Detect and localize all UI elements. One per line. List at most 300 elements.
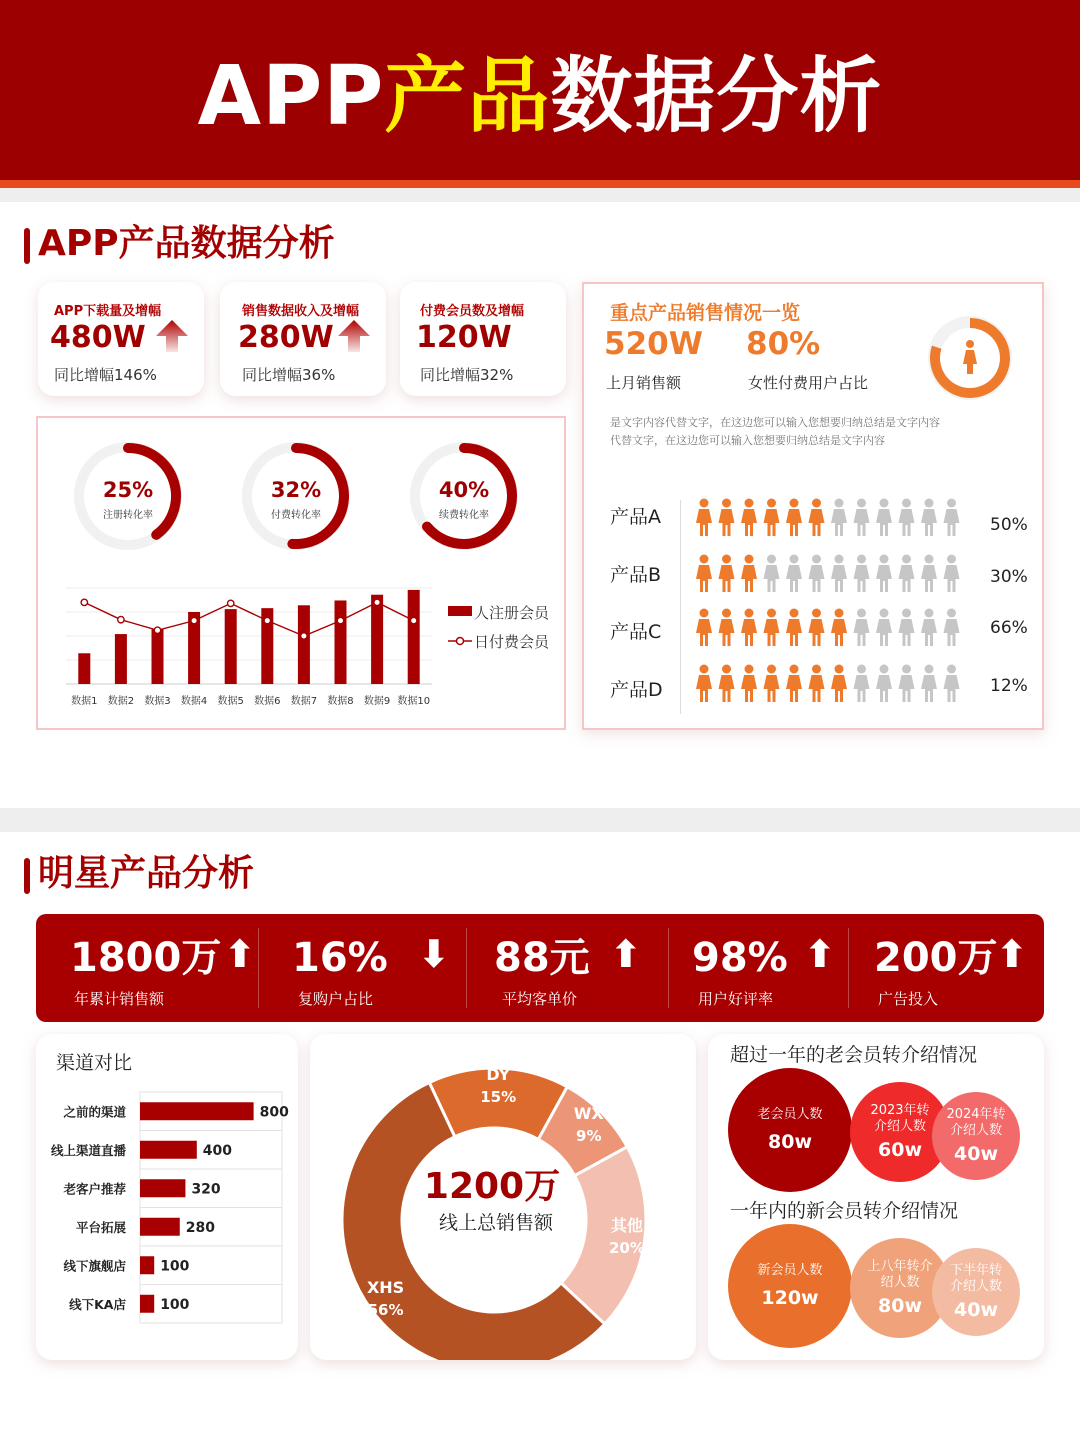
person-head xyxy=(925,555,934,564)
person-icon xyxy=(854,555,870,593)
ring-label-paid: 付费转化率 xyxy=(271,510,321,521)
ring-label-register: 注册转化率 xyxy=(103,510,153,521)
person-icon xyxy=(719,499,735,537)
person-head xyxy=(947,609,956,618)
point-paid xyxy=(411,617,417,623)
person-head xyxy=(722,665,731,674)
kpi-value: 480W xyxy=(50,320,146,355)
person-body xyxy=(921,565,937,592)
bar-register xyxy=(371,595,383,684)
person-body xyxy=(876,509,892,536)
person-body xyxy=(764,619,780,646)
person-icon xyxy=(921,499,937,537)
person-head xyxy=(835,499,844,508)
person-icon xyxy=(786,665,802,703)
person-head xyxy=(857,665,866,674)
stat-label-ad-spend: 广告投入 xyxy=(878,990,939,1008)
person-body xyxy=(786,619,802,646)
section2-title-bar xyxy=(24,858,30,894)
channel-bar xyxy=(140,1218,180,1236)
channel-category-label: 线上渠道直播 xyxy=(50,1142,126,1158)
x-tick-label: 数据6 xyxy=(254,696,281,707)
person-head xyxy=(812,609,821,618)
person-body xyxy=(831,509,847,536)
channel-title: 渠道对比 xyxy=(56,1052,133,1074)
stat-value-avg-price: 88元 xyxy=(494,935,590,981)
person-body xyxy=(809,619,825,646)
person-icon xyxy=(696,609,712,647)
person-body xyxy=(741,509,757,536)
product-pictograph xyxy=(692,498,972,718)
channel-bar xyxy=(140,1295,154,1313)
person-body xyxy=(899,565,915,592)
referral-h2-circle xyxy=(932,1248,1020,1336)
kpi-card-members xyxy=(400,282,566,396)
person-head xyxy=(790,499,799,508)
person-body xyxy=(719,565,735,592)
point-paid xyxy=(301,633,307,639)
person-body xyxy=(786,675,802,702)
ring-pct-paid: 32% xyxy=(270,478,322,502)
legend-line-swatch xyxy=(448,634,472,648)
referral-card xyxy=(708,1034,1044,1360)
donut-slice-pct: 9% xyxy=(576,1127,602,1146)
person-head xyxy=(790,665,799,674)
arrow-up-icon: ⬆ xyxy=(996,932,1028,976)
circle-value: 40w xyxy=(954,1299,998,1321)
person-head xyxy=(902,665,911,674)
channel-value-label: 100 xyxy=(160,1296,190,1313)
person-body xyxy=(854,619,870,646)
person-head xyxy=(947,555,956,564)
stat-value-ad-spend: 200万 xyxy=(874,935,998,981)
x-tick-label: 数据4 xyxy=(180,696,208,707)
bar-register xyxy=(78,653,90,684)
point-paid xyxy=(81,599,87,605)
kpi-card-downloads xyxy=(38,282,204,396)
grey-band-top xyxy=(0,188,1080,202)
person-body xyxy=(944,619,960,646)
product-divider xyxy=(680,500,681,714)
page-title-highlight: 产品 xyxy=(384,49,551,144)
person-body xyxy=(854,565,870,592)
person-body xyxy=(764,509,780,536)
product-label-b: 产品B xyxy=(610,564,662,586)
person-head xyxy=(947,499,956,508)
page-title-part1: APP xyxy=(197,49,385,144)
stat-value-annual-sales: 1800万 xyxy=(70,935,222,981)
kpi-growth: 同比增幅32% xyxy=(420,366,514,384)
x-tick-label: 数据9 xyxy=(363,696,391,707)
person-icon xyxy=(899,555,915,593)
section2-title: 明星产品分析 xyxy=(38,853,255,894)
person-icon xyxy=(786,609,802,647)
person-icon xyxy=(944,665,960,703)
x-tick-label: 数据1 xyxy=(71,696,98,707)
ring-pct-renew: 40% xyxy=(438,478,490,502)
person-head xyxy=(902,555,911,564)
person-head xyxy=(880,665,889,674)
person-body xyxy=(741,565,757,592)
bar-register xyxy=(152,629,164,684)
kpi-label: APP下载量及增幅 xyxy=(54,304,162,319)
channel-bar-chart xyxy=(36,1034,298,1360)
point-paid xyxy=(228,600,234,606)
person-body xyxy=(719,675,735,702)
stat-label-annual-sales: 年累计销售额 xyxy=(74,990,165,1008)
person-head xyxy=(700,499,709,508)
key-products-title: 重点产品销售情况一览 xyxy=(610,302,801,324)
person-icon xyxy=(764,499,780,537)
kpi-growth: 同比增幅146% xyxy=(54,366,157,384)
circle-value: 120w xyxy=(761,1287,819,1309)
key-products-panel xyxy=(582,282,1044,730)
person-body xyxy=(944,509,960,536)
bar-register xyxy=(115,634,127,684)
point-paid xyxy=(374,599,380,605)
section1-title-bar xyxy=(24,228,30,264)
product-pct-d: 12% xyxy=(990,676,1028,696)
person-body xyxy=(899,509,915,536)
channel-category-label: 线下KA店 xyxy=(69,1296,126,1312)
person-icon xyxy=(719,609,735,647)
person-icon xyxy=(944,609,960,647)
female-ratio-value: 80% xyxy=(746,326,821,362)
person-body xyxy=(764,675,780,702)
person-body xyxy=(899,675,915,702)
person-body xyxy=(921,619,937,646)
person-head xyxy=(880,499,889,508)
donut-slice-pct: 20% xyxy=(608,1238,645,1257)
person-body xyxy=(809,675,825,702)
person-icon xyxy=(854,499,870,537)
description-line: 是文字内容代替文字，在这边您可以输入您想要归纳总结是文字内容 xyxy=(610,416,940,429)
product-label-a: 产品A xyxy=(610,506,661,528)
stat-divider xyxy=(466,928,467,1008)
conversion-panel xyxy=(36,416,566,730)
person-body xyxy=(719,509,735,536)
page-title xyxy=(0,49,1080,144)
kpi-value: 120W xyxy=(416,320,512,355)
channel-value-label: 800 xyxy=(259,1104,289,1121)
channel-category-label: 老客户推荐 xyxy=(63,1181,126,1197)
x-tick-label: 数据10 xyxy=(397,696,431,707)
person-icon xyxy=(809,609,825,647)
person-head xyxy=(790,609,799,618)
person-body xyxy=(696,675,712,702)
x-tick-label: 数据8 xyxy=(327,696,354,707)
person-body xyxy=(876,675,892,702)
growth-arrow-icon xyxy=(154,318,190,354)
person-icon xyxy=(741,665,757,703)
person-head xyxy=(880,555,889,564)
female-icon-head xyxy=(966,340,974,348)
person-icon xyxy=(921,555,937,593)
arrow-down-icon: ⬇ xyxy=(418,932,450,976)
person-icon xyxy=(899,609,915,647)
person-icon xyxy=(809,665,825,703)
person-icon xyxy=(876,555,892,593)
growth-arrow-icon xyxy=(336,318,372,354)
channel-bar xyxy=(140,1256,154,1274)
new-member-circle xyxy=(728,1224,852,1348)
stat-label-avg-price: 平均客单价 xyxy=(502,990,578,1008)
donut-card xyxy=(310,1034,696,1360)
circle-label: 下半年转介绍人数 xyxy=(949,1263,1002,1294)
person-head xyxy=(767,555,776,564)
person-head xyxy=(902,499,911,508)
person-icon xyxy=(719,555,735,593)
channel-value-label: 280 xyxy=(185,1219,215,1236)
channel-value-label: 400 xyxy=(202,1142,233,1159)
product-label-c: 产品C xyxy=(610,621,662,643)
channel-value-label: 100 xyxy=(160,1258,190,1275)
point-paid xyxy=(337,617,343,623)
person-head xyxy=(857,609,866,618)
ring-label-renew: 续费转化率 xyxy=(439,510,489,521)
person-icon xyxy=(921,609,937,647)
person-head xyxy=(857,499,866,508)
circle-value: 40w xyxy=(954,1143,998,1165)
person-icon xyxy=(876,609,892,647)
person-head xyxy=(700,665,709,674)
person-icon xyxy=(786,499,802,537)
person-icon xyxy=(899,665,915,703)
stat-label-repurchase: 复购户占比 xyxy=(298,990,374,1008)
stat-value-repurchase: 16% xyxy=(292,935,388,981)
donut-slice-name: DY xyxy=(486,1065,511,1085)
person-head xyxy=(835,609,844,618)
stat-divider xyxy=(848,928,849,1008)
person-body xyxy=(719,619,735,646)
person-head xyxy=(745,499,754,508)
person-head xyxy=(722,609,731,618)
circle-value: 80w xyxy=(768,1131,812,1153)
channel-category-label: 线下旗舰店 xyxy=(63,1258,126,1274)
stat-divider xyxy=(258,928,259,1008)
donut-slice-pct: 56% xyxy=(367,1300,404,1319)
person-icon xyxy=(876,665,892,703)
person-body xyxy=(854,675,870,702)
person-head xyxy=(767,665,776,674)
section1-title: APP产品数据分析 xyxy=(38,223,335,264)
new-member-title: 一年内的新会员转介绍情况 xyxy=(730,1200,959,1222)
person-head xyxy=(700,609,709,618)
person-head xyxy=(947,665,956,674)
person-body xyxy=(786,509,802,536)
person-head xyxy=(767,499,776,508)
header-stripe xyxy=(0,180,1080,188)
monthly-sales-value: 520W xyxy=(604,326,703,362)
product-pct-c: 66% xyxy=(990,618,1028,638)
person-head xyxy=(835,665,844,674)
person-head xyxy=(925,609,934,618)
person-body xyxy=(944,565,960,592)
circle-value: 80w xyxy=(878,1295,922,1317)
person-head xyxy=(745,665,754,674)
person-icon xyxy=(831,555,847,593)
person-icon xyxy=(944,555,960,593)
bar-register xyxy=(225,609,237,684)
person-icon xyxy=(831,665,847,703)
referral-2024-circle xyxy=(932,1092,1020,1180)
person-head xyxy=(835,555,844,564)
legend-label-register: 人注册会员 xyxy=(474,604,550,622)
person-body xyxy=(831,675,847,702)
old-member-title: 超过一年的老会员转介绍情况 xyxy=(730,1044,978,1066)
monthly-sales-label: 上月销售额 xyxy=(606,374,682,392)
person-head xyxy=(857,555,866,564)
point-paid xyxy=(264,617,270,623)
legend-label-paid: 日付费会员 xyxy=(474,633,550,651)
kpi-label: 付费会员数及增幅 xyxy=(420,304,525,319)
person-head xyxy=(812,665,821,674)
bar-register xyxy=(298,605,310,684)
person-body xyxy=(876,619,892,646)
circle-label: 老会员人数 xyxy=(757,1107,823,1122)
person-head xyxy=(925,665,934,674)
channel-bar xyxy=(140,1141,197,1159)
person-head xyxy=(722,499,731,508)
description-line: 代替文字，在这边您可以输入您想要归纳总结是文字内容 xyxy=(610,434,885,447)
person-icon xyxy=(764,555,780,593)
circle-value: 60w xyxy=(878,1139,922,1161)
donut-slice-pct: 15% xyxy=(480,1088,517,1107)
person-body xyxy=(921,675,937,702)
person-body xyxy=(696,509,712,536)
circle-label: 新会员人数 xyxy=(757,1263,823,1278)
channel-category-label: 之前的渠道 xyxy=(63,1104,126,1120)
person-body xyxy=(899,619,915,646)
star-stats-bar xyxy=(36,914,1044,1022)
kpi-card-revenue xyxy=(220,282,386,396)
person-icon xyxy=(719,665,735,703)
person-icon xyxy=(809,499,825,537)
person-icon xyxy=(899,499,915,537)
kpi-growth: 同比增幅36% xyxy=(242,366,336,384)
person-icon xyxy=(696,555,712,593)
person-head xyxy=(700,555,709,564)
person-icon xyxy=(944,499,960,537)
person-body xyxy=(831,619,847,646)
point-paid xyxy=(191,617,197,623)
person-head xyxy=(745,609,754,618)
person-icon xyxy=(741,555,757,593)
arrow-up-icon: ⬆ xyxy=(610,932,642,976)
person-body xyxy=(741,619,757,646)
circle-label: 2023年转介绍人数 xyxy=(870,1103,930,1134)
grey-band-mid xyxy=(0,808,1080,832)
bar-register xyxy=(335,600,347,684)
person-body xyxy=(831,565,847,592)
person-icon xyxy=(764,665,780,703)
person-body xyxy=(921,509,937,536)
person-icon xyxy=(741,499,757,537)
x-tick-label: 数据3 xyxy=(144,696,171,707)
old-member-circle xyxy=(728,1068,852,1192)
person-body xyxy=(741,675,757,702)
person-head xyxy=(790,555,799,564)
channel-card xyxy=(36,1034,298,1360)
person-body xyxy=(809,509,825,536)
product-pct-b: 30% xyxy=(990,567,1028,587)
person-body xyxy=(696,619,712,646)
person-body xyxy=(944,675,960,702)
person-head xyxy=(925,499,934,508)
person-icon xyxy=(831,609,847,647)
person-head xyxy=(722,555,731,564)
donut-slice-name: WX xyxy=(573,1104,604,1124)
person-icon xyxy=(809,555,825,593)
person-body xyxy=(786,565,802,592)
person-icon xyxy=(921,665,937,703)
person-icon xyxy=(876,499,892,537)
person-head xyxy=(902,609,911,618)
person-icon xyxy=(764,609,780,647)
legend-bar-swatch xyxy=(448,604,472,618)
x-tick-label: 数据5 xyxy=(217,696,244,707)
donut-center-value: 1200万 xyxy=(423,1166,561,1207)
person-body xyxy=(696,565,712,592)
person-body xyxy=(854,509,870,536)
bar-register xyxy=(408,590,420,684)
arrow-up-icon: ⬆ xyxy=(804,932,836,976)
donut-slice-name: 其他 xyxy=(610,1215,643,1235)
person-body xyxy=(809,565,825,592)
person-head xyxy=(745,555,754,564)
donut-center-label: 线上总销售额 xyxy=(438,1212,553,1234)
person-body xyxy=(876,565,892,592)
stat-divider xyxy=(668,928,669,1008)
donut-slice-name: XHS xyxy=(366,1277,405,1297)
arrow-up-icon: ⬆ xyxy=(224,932,256,976)
circle-label: 上八年转介绍人数 xyxy=(867,1259,933,1290)
product-label-d: 产品D xyxy=(610,679,663,701)
person-body xyxy=(764,565,780,592)
x-tick-label: 数据2 xyxy=(107,696,135,707)
stat-label-rating: 用户好评率 xyxy=(698,990,774,1008)
person-head xyxy=(767,609,776,618)
point-paid xyxy=(154,627,160,633)
circle-label: 2024年转介绍人数 xyxy=(946,1107,1006,1138)
person-head xyxy=(812,499,821,508)
description-text xyxy=(610,414,1030,450)
person-head xyxy=(880,609,889,618)
person-icon xyxy=(854,665,870,703)
person-icon xyxy=(741,609,757,647)
channel-bar xyxy=(140,1102,254,1120)
kpi-label: 销售数据收入及增幅 xyxy=(242,304,360,319)
stat-value-rating: 98% xyxy=(692,935,788,981)
person-icon xyxy=(696,499,712,537)
ring-pct-register: 25% xyxy=(102,478,154,502)
x-tick-label: 数据7 xyxy=(290,696,318,707)
person-icon xyxy=(696,665,712,703)
line-paid xyxy=(84,602,413,636)
point-paid xyxy=(118,616,124,622)
channel-value-label: 320 xyxy=(191,1181,221,1198)
person-head xyxy=(812,555,821,564)
channel-bar xyxy=(140,1179,185,1197)
person-icon xyxy=(854,609,870,647)
channel-category-label: 平台拓展 xyxy=(75,1219,126,1235)
product-pct-a: 50% xyxy=(990,515,1028,535)
page-title-part2: 数据分析 xyxy=(550,49,883,144)
person-icon xyxy=(831,499,847,537)
person-icon xyxy=(786,555,802,593)
female-ratio-ring xyxy=(926,314,1014,402)
female-ratio-label: 女性付费用户占比 xyxy=(748,374,869,392)
